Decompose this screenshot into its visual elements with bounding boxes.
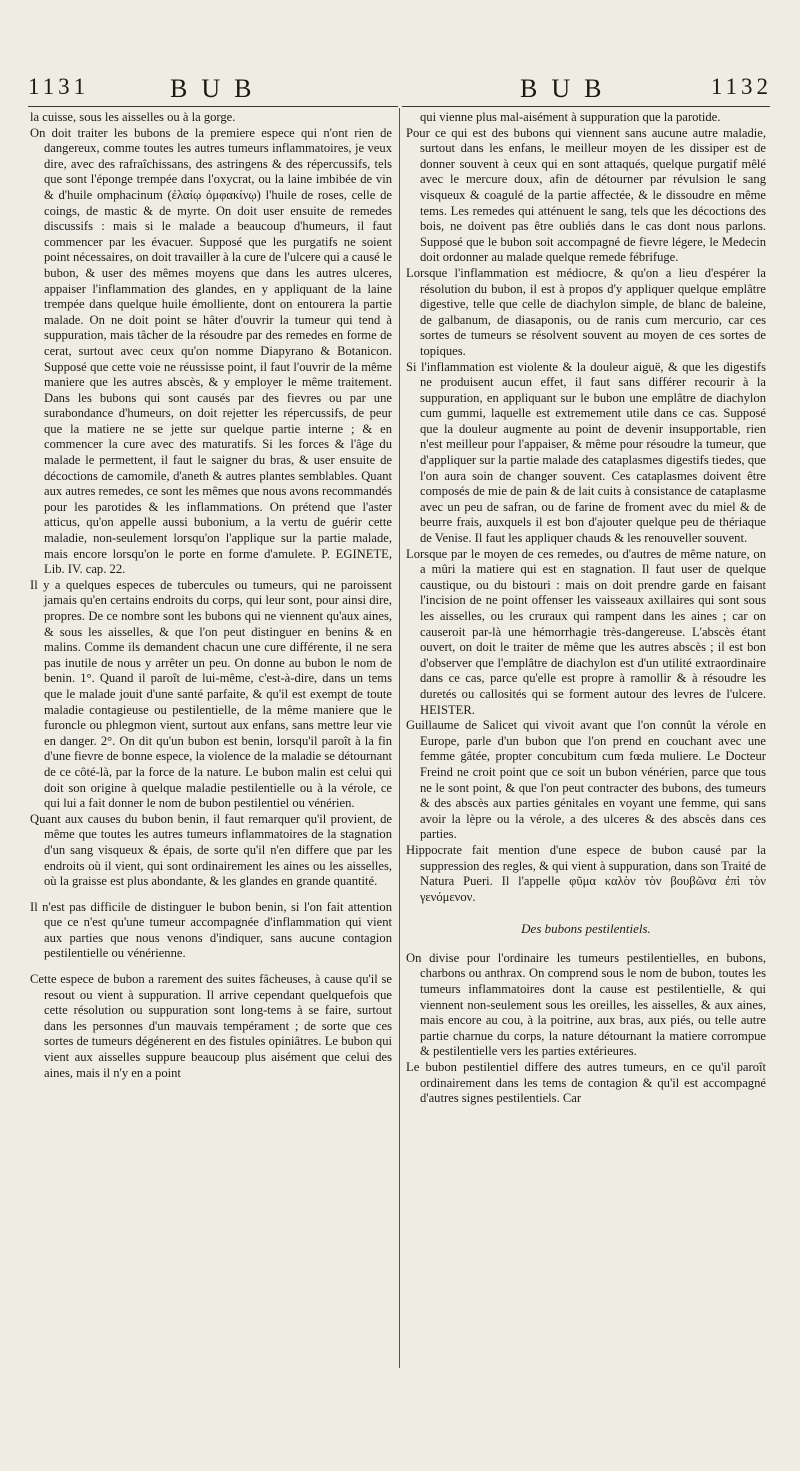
right-header-rule: [402, 106, 770, 107]
right-page-number: 1132: [710, 74, 772, 99]
paragraph: On divise pour l'ordinaire les tumeurs pestilentielles, en bubons, charbons ou anthrax. On comprend sous le nom de bubon, toutes les tumeurs inflammatoires dont la cause est pestilentielle, & qui viennent non-seulement sous les oreilles, les aisselles, & aux aines, mais encore au cou, à la poitrine, aux bras, aux piés, ou telle autre partie charnue du corps, la nature détournant la matiere corrompue & pestilentielle vers les parties extérieures.: [406, 950, 766, 1059]
paragraph: Quant aux causes du bubon benin, il faut remarquer qu'il provient, de même que toutes les autres tumeurs inflammatoires de la stagnation d'un sang visqueux & épais, de sorte qu'il n'en differe que par les endroits où il vient, qui sont ordinairement les aines ou les aisselles, où la graisse est plus abondante, & les glandes en grande quantité.: [30, 811, 392, 889]
right-column: [406, 110, 766, 1107]
paragraph: Il y a quelques especes de tubercules ou tumeurs, qui ne paroissent jamais qu'en certains endroits du corps, qui leur sont, pour ainsi dire, propres. De ce nombre sont les bubons qui ne viennent qu'aux aines, & sous les aisselles, & que l'on peut distinguer en benins & en malins. Comme ils demandent chacun une cure différente, il ne sera pas inutile de nous y arrêter un peu. On donne au bubon le nom de benin. 1°. Quand il paroît de lui-même, c'est-à-dire, dans un tems que le malade jouit d'une santé parfaite, & qu'il est exempt de toute maladie contagieuse ou pestilentielle, de la même maniere que le furoncle ou phlegmon vient, surtout aux enfans, sans mettre leur vie en danger. 2°. On dit qu'un bubon est benin, lorsqu'il paroît à la fin d'une fievre de bonne espece, la violence de la maladie se détournant de ce côté-là, par la force de la nature. Le bubon malin est celui qui doit son origine à quelque maladie pestilentielle ou à la vérole, ce qui lui a fait donner le nom de bubon pestilentiel ou vénérien.: [30, 577, 392, 811]
paragraph: Cette espece de bubon a rarement des suites fâcheuses, à cause qu'il se resout ou vient à suppuration. Il arrive cependant quelquefois que cette résolution ou suppuration sont long-tems à se faire, surtout dans les personnes d'un mauvais tempérament ; de sorte que ces sortes de tumeurs dégénerent en des fistules opiniâtres. Le bubon qui vient aux aisselles suppure beaucoup plus aisément que celui des aines, mais il n'y en a point: [30, 972, 392, 1080]
left-header-rule: [28, 106, 398, 107]
left-page-number: 1131: [28, 74, 90, 99]
paragraph: Hippocrate fait mention d'une espece de bubon causé par la suppression des regles, & qui vient à suppuration, dans son Traité de Natura Pueri. Il l'appelle φῦμα καλὸν τὸν βουβῶνα ἐπὶ τὸν γενόμενον.: [406, 842, 766, 904]
column-separator: [399, 108, 400, 1368]
paragraph: Guillaume de Salicet qui vivoit avant que l'on connût la vérole en Europe, parle d'un bubon que l'on prend en couchant avec une femme gâtée, propter concubitum cum fœda muliere. Le Docteur Freind ne croit point que ce soit un bubon vénérien, parce que tous ne le sont point, & que l'on peut contracter des bubons, des tumeurs & des abscès aux parties génitales en voyant une femme, qui sans avoir la lèpre ou la vérole, a des ulceres & des abscès dans ces parties.: [406, 718, 766, 842]
paragraph: Si l'inflammation est violente & la douleur aiguë, & que les digestifs ne produisent aucun effet, il faut sans différer recourir à la suppuration, en appliquant sur le bubon une emplâtre de diachylon cum gummi, laquelle est extremement utile dans ce cas. Supposé que la douleur augmente au point de devenir insupportable, rien n'est meilleur pour l'appaiser, & même pour résoudre la tumeur, que d'appliquer sur la partie malade des cataplasmes digestifs tiedes, que l'on aura soin de changer souvent. Ces cataplasmes doivent être composés de mie de pain & de lait cuits à consistance de cataplasme avec un peu de safran, ou de farine de froment avec du miel & de beurre frais, auxquels il est bon d'ajouter quelque peu de thériaque de Venise. Il faut les appliquer chauds & les renouveller souvent.: [406, 359, 766, 546]
paragraph: la cuisse, sous les aisselles ou à la gorge.: [30, 110, 236, 124]
left-column: [30, 110, 392, 1081]
paragraph: Il n'est pas difficile de distinguer le bubon benin, si l'on fait attention que ce n'est qu'une tumeur accompagnée d'inflammation qui vient aux parties que nous venons d'indiquer, sans aucune contagion pestilentielle ou vénérienne.: [30, 899, 392, 961]
paragraph: Le bubon pestilentiel differe des autres tumeurs, en ce qu'il paroît ordinairement dans les tems de contagion & qu'il est accompagné d'autres signes pestilentiels. Car: [406, 1060, 766, 1106]
paragraph: On doit traiter les bubons de la premiere espece qui n'ont rien de dangereux, comme toutes les autres tumeurs inflammatoires, je veux dire, avec des rafraîchissans, des astringens & des répercussifs, tels que sont l'éponge trempée dans l'oxycrat, ou la laine imbibée de vin & d'huile omphacinum (ἐλαίῳ ὀμφακίνῳ) l'huile de roses, celle de coings, de mastic & de myrte. On doit user ensuite de remedes discussifs : mais si le malade a beaucoup d'humeurs, il faut commencer par les évacuer. Supposé que les purgatifs ne soient point nécessaires, on doit travailler à la cure de l'ulcere qui a causé le bubon, & user des mêmes moyens que dans les autres ulceres, appaiser l'inflammation des glandes, en y appliquant de la laine trempée dans quelque huile émolliente, dont on entourera la partie malade. On ne doit point se hâter d'ouvrir la tumeur qui tend à suppuration, mais tâcher de la résoudre par des remedes en forme de cerat, surtout avec ceux qu'on nomme Diapyrano & Botanicon. Supposé que cette voie ne réussisse point, il faut l'ouvrir de la même maniere que les autres abscès, & y employer le même traitement. Dans les bubons qui sont causés par des fievres ou par une surabondance d'humeurs, on doit rejetter les répercussifs, de peur que la matiere ne se jette sur quelque partie interne ; & en commencer la cure avec des maturatifs. Si les forces & l'âge du malade le permettent, il faut le saigner du bras, & user ensuite de décoctions de camomile, d'aneth & autres plantes semblables. Quant aux autres remedes, ce sont les mêmes que nous avons recommandés pour les parotides & les inflammations. On prétend que l'aster atticus, qu'on appelle aussi bubonium, a la vertu de guérir cette maladie, non-seulement lorsqu'on l'applique sur la partie malade, mais encore lorsqu'on le porte en forme d'amulete. P. EGINETE, Lib. IV. cap. 22.: [30, 125, 392, 577]
paragraph: Lorsque par le moyen de ces remedes, ou d'autres de même nature, on a mûri la matiere qui est en stagnation. Il faut user de quelque caustique, ou du bistouri : mais on doit prendre garde en faisant l'incision de ne point offenser les vaisseaux axillaires qui sont sous les aisselles, ou les cruraux qui rampent dans les aines ; car on causeroit par-là une hémorrhagie très-dangereuse. L'abscès étant ouvert, on doit le traiter de même que les autres abscès ; il est bon d'observer que l'emplâtre de diachylon est d'un utilité extraordinaire dans ce cas, parce qu'elle est propre à ramollir & à résoudre les duretés ou callosités qui se forment autour des levres de l'ulcere. HEISTER.: [406, 546, 766, 717]
right-running-head: BUB: [520, 74, 616, 103]
left-running-head: BUB: [170, 74, 266, 103]
paragraph: qui vienne plus mal-aisément à suppuration que la parotide.: [420, 110, 721, 124]
paragraph: Lorsque l'inflammation est médiocre, & qu'on a lieu d'espérer la résolution du bubon, il est à propos d'y appliquer quelque emplâtre digestive, telle que celle de diachylon simple, de blanc de baleine, de galbanum, de diasaponis, ou de ranis cum mercurio, car ces sortes de tumeurs se résolvent souvent au moyen de ces sortes de topiques.: [406, 265, 766, 358]
paragraph: Pour ce qui est des bubons qui viennent sans aucune autre maladie, surtout dans les enfans, le meilleur moyen de les dissiper est de donner souvent à ceux qui en sont attaqués, quelque purgatif mêlé avec le mercure doux, afin de détourner par révulsion le sang visqueux & coagulé de la partie affectée, & le dissoudre en même tems. Les remedes qui atténuent le sang, tels que les décoctions des bois, ne doivent pas être oubliés dans le cas dont nous parlons. Supposé que le bubon soit accompagné de fievre légere, le Medecin doit ordonner au malade quelque remede fébrifuge.: [406, 125, 766, 265]
section-heading: Des bubons pestilentiels.: [521, 921, 651, 937]
